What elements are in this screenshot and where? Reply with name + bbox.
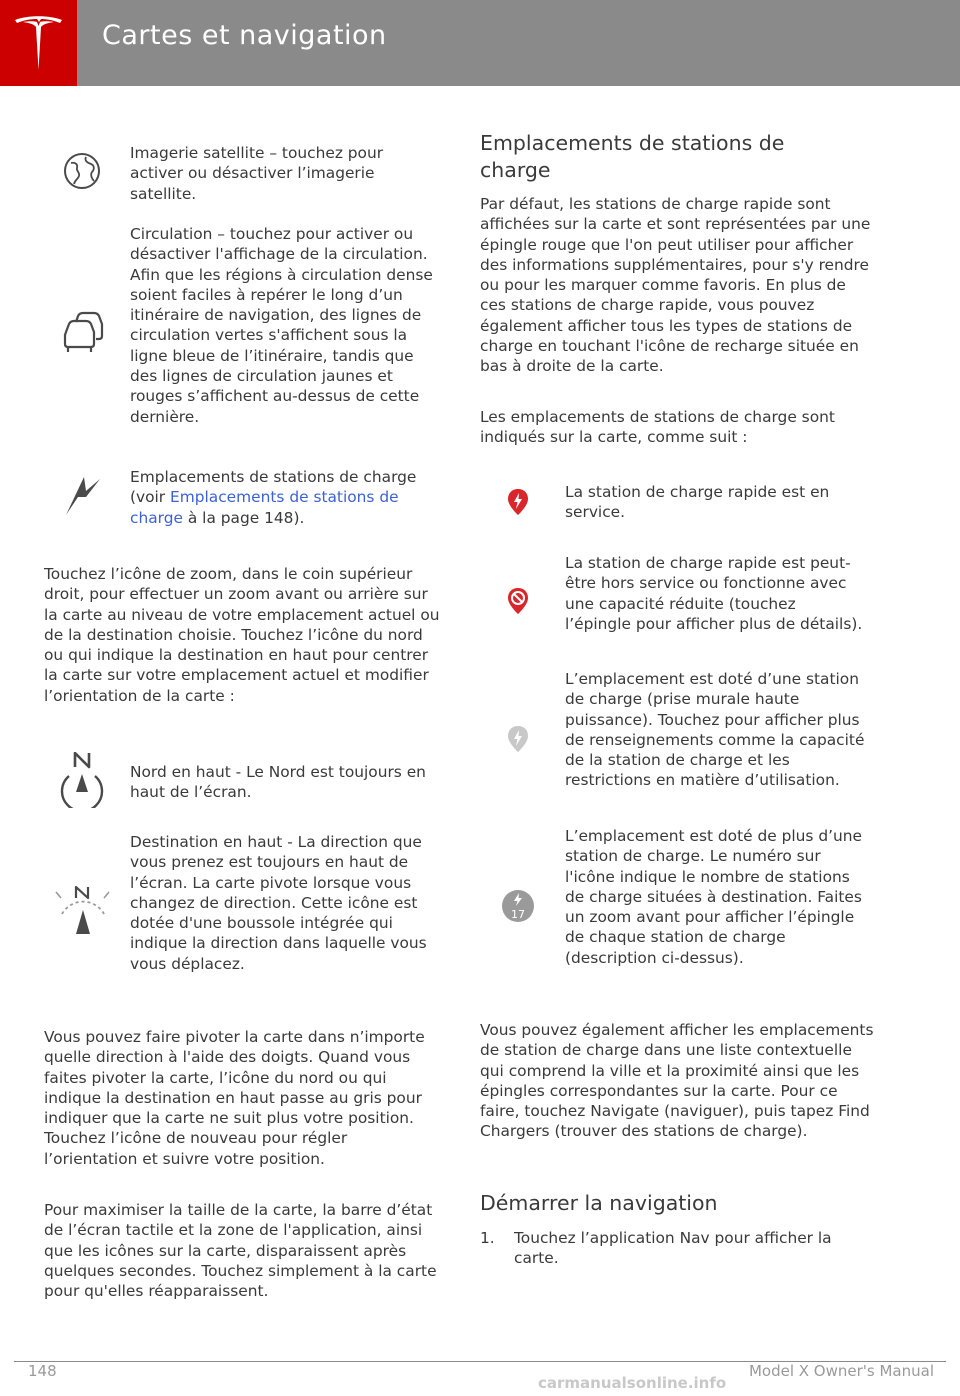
tesla-logo (0, 0, 77, 86)
north-up-icon (58, 752, 118, 812)
page-header (0, 0, 960, 86)
navigation-steps (480, 1228, 876, 1269)
pin-cluster-description: L’emplacement est doté de plus d’une station de charge. Le numéro sur l'icône indique le nombre de stations de charge situées à destination. Faites un zoom avant pour afficher l’épingle de chaque station de charge (description ci-dessus). (565, 827, 862, 967)
maximize-paragraph: Pour maximiser la taille de la carte, la barre d’état de l’écran tactile et la zone de l'application, ainsi que les icônes sur la carte, disparaissent après quelques secondes. Touchez simplement à la carte pour qu'elles réapparaissent. (44, 1201, 437, 1301)
pin-active-description: La station de charge rapide est en service. (565, 483, 830, 522)
page-title: Cartes et navigation (102, 20, 387, 51)
tesla-t-icon (13, 14, 64, 72)
step-number: 1. (480, 1229, 495, 1247)
pin-item-cluster (480, 826, 876, 992)
red-pin-limited-icon (506, 587, 566, 619)
heading-up-item (44, 832, 442, 996)
pin-item-limited (480, 553, 876, 657)
gray-pin-icon (506, 725, 566, 757)
heading-up-description: Destination en haut - La direction que vous prenez est toujours en haut de l’écran. La carte pivote lorsque vous changez de direction. Cette icône est dotée d'une boussole intégrée qui indique la direction dans laquelle vous vous déplacez. (130, 833, 427, 973)
step-item (480, 1228, 876, 1269)
satellite-description: Imagerie satellite – touchez pour activer ou désactiver l’imagerie satellite. (130, 144, 384, 203)
traffic-cars-icon (60, 310, 120, 360)
watermark: carmanualsonline.info (538, 1374, 727, 1392)
charging-locations-item (44, 467, 442, 531)
satellite-item (44, 143, 442, 213)
pin-limited-description: La station de charge rapide est peut-être hors service ou fonctionne avec une capacité réduite (touchez l’épingle pour afficher plus de détails). (565, 554, 863, 633)
red-pin-icon (506, 488, 566, 520)
charging-locations-link[interactable]: Emplacements de stations de charge (130, 488, 399, 527)
cluster-pin-icon (500, 888, 560, 928)
charging-indicated-paragraph: Les emplacements de stations de charge sont indiqués sur la carte, comme suit : (480, 408, 835, 447)
page-number: 148 (28, 1362, 57, 1380)
cluster-count: 17 (511, 908, 525, 921)
globe-icon (62, 151, 122, 195)
charging-bolt-icon (62, 475, 122, 523)
charging-intro-paragraph: Par défaut, les stations de charge rapide sont affichées sur la carte et sont représentées par une épingle rouge que l'on peut utiliser pour afficher des informations supplémentaires, pour s'y rendre ou pour les marquer comme favoris. En plus de ces stations de charge rapide, vous pouvez également afficher tous les types de stations de charge en touchant l'icône de recharge située en bas à droite de la carte. (480, 195, 871, 376)
charging-locations-description: Emplacements de stations de charge (voir Emplacements de stations de charge à la page 148). (130, 468, 417, 527)
pin-destination-description: L’emplacement est doté d’une station de charge (prise murale haute puissance). Touchez pour afficher plus de renseignements comme la capacité de la station de charge et les restrictions en matière d’utilisation. (565, 670, 865, 790)
manual-title: Model X Owner's Manual (748, 1362, 934, 1380)
pin-item-destination (480, 669, 876, 813)
traffic-description: Circulation – touchez pour activer ou désactiver l'affichage de la circulation. Afin que les régions à circulation dense soient faciles à repérer le long d’un itinéraire de navigation, des lignes de circulation vertes s'affichent sous la ligne bleue de l’itinéraire, tandis que des lignes de circulation jaunes et rouges s’affichent au-dessus de cette dernière. (130, 225, 433, 426)
zoom-paragraph: Touchez l’icône de zoom, dans le coin supérieur droit, pour effectuer un zoom avant ou arrière sur la carte au niveau de votre emplacement actuel ou de la destination choisie. Touchez l’icône du nord ou qui indique la destination en haut pour centrer la carte sur votre emplacement actuel et modifier l’orientation de la carte : (44, 565, 440, 705)
rotate-paragraph: Vous pouvez faire pivoter la carte dans n’importe quelle direction à l'aide des doigts. Quand vous faites pivoter la carte, l’icône du nord ou qui indique la destination en haut passe au gris pour indiquer que la carte ne suit plus votre position. Touchez l’icône de nouveau pour régler l’orientation et suivre votre position. (44, 1028, 425, 1168)
north-up-description: Nord en haut - Le Nord est toujours en haut de l’écran. (130, 763, 426, 802)
charging-locations-heading: Emplacements de stations de charge (480, 131, 785, 182)
pin-item-active (480, 482, 876, 526)
traffic-item (44, 224, 442, 448)
heading-up-icon (52, 884, 112, 946)
north-up-item (44, 752, 442, 808)
chargers-list-paragraph: Vous pouvez également afficher les emplacements de station de charge dans une liste contextuelle qui comprend la ville et la proximité ainsi que les épingles correspondantes sur la carte. Pour ce faire, touchez Navigate (naviguer), puis tapez Find Chargers (trouver des stations de charge). (480, 1021, 874, 1141)
start-navigation-heading: Démarrer la navigation (480, 1191, 718, 1215)
step-text: Touchez l’application Nav pour afficher la carte. (514, 1229, 832, 1268)
